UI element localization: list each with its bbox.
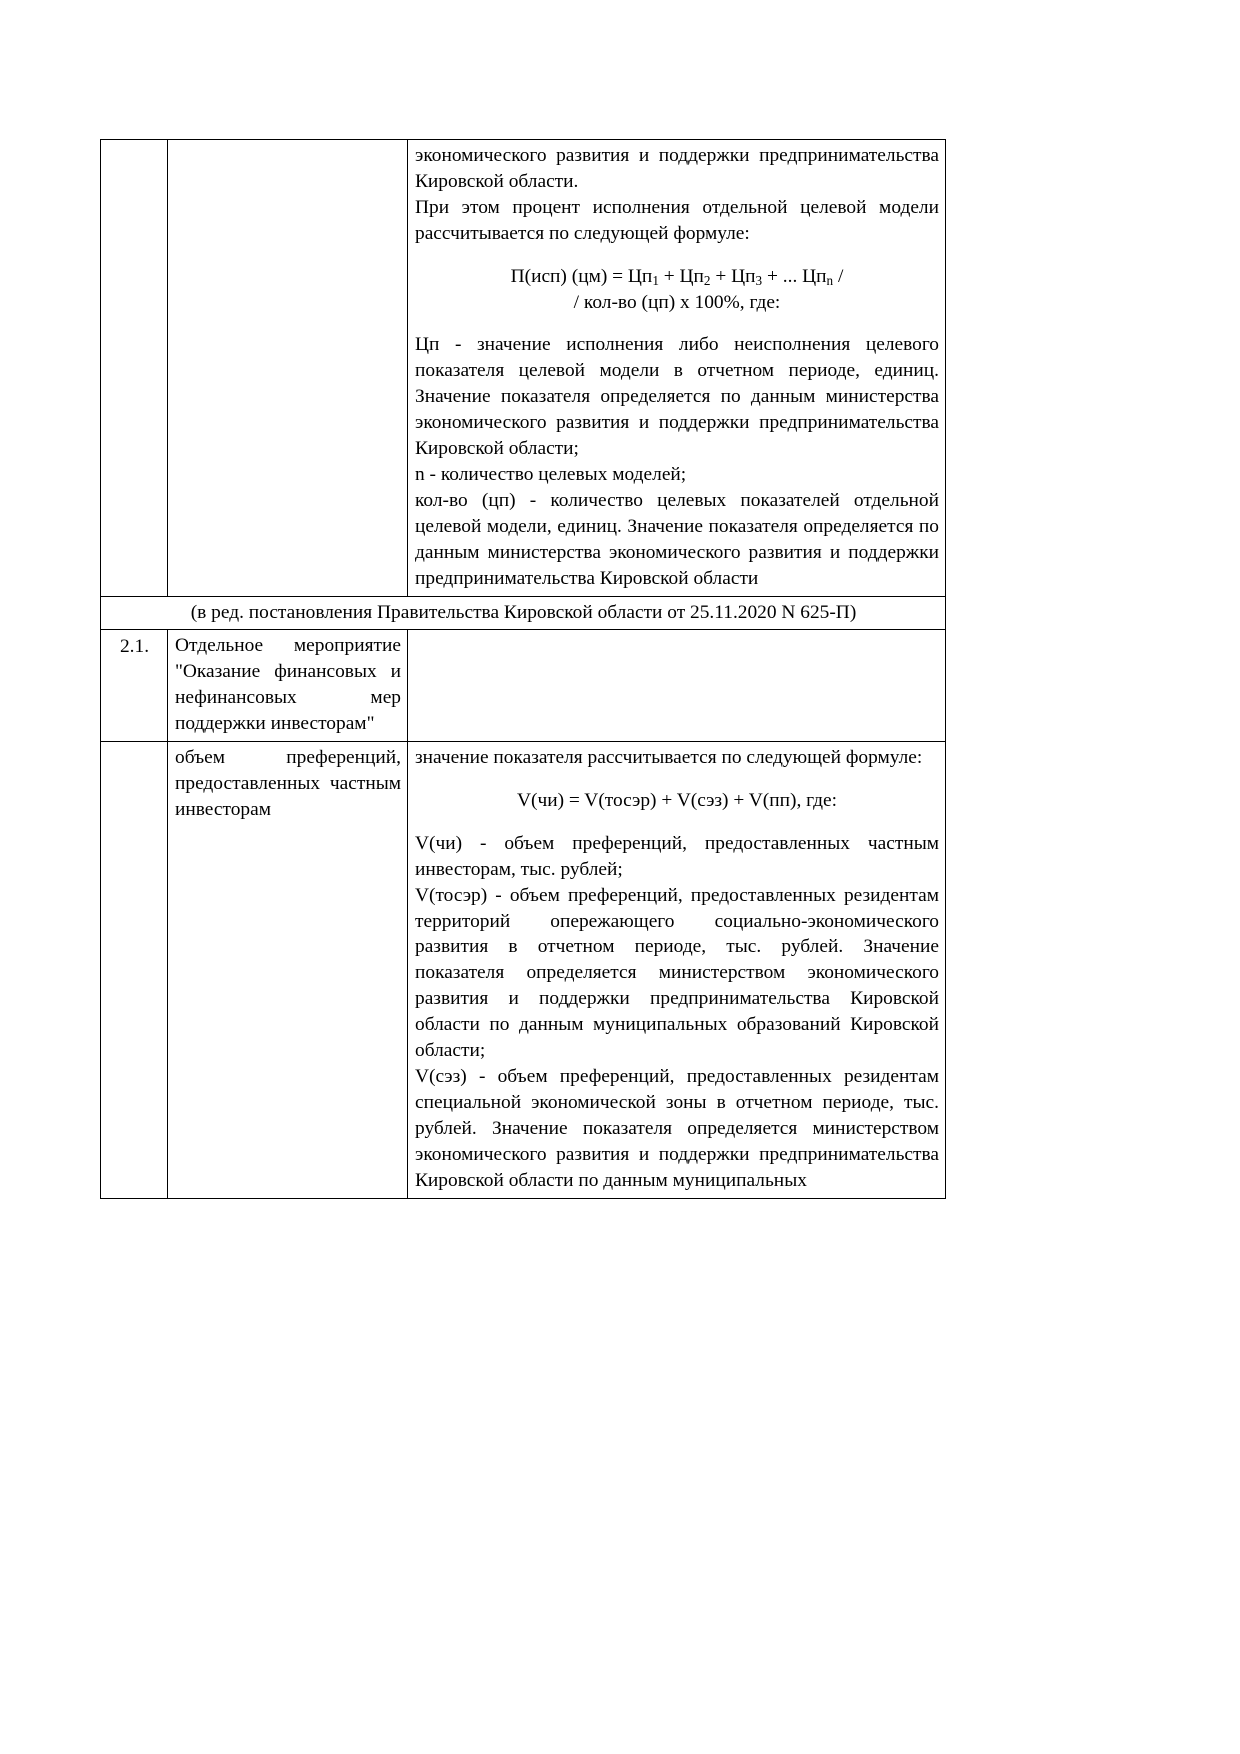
table-row	[101, 140, 946, 597]
row-number-2-1: 2.1.	[101, 630, 168, 742]
spacer	[415, 247, 939, 264]
row-name-cell	[168, 140, 408, 597]
row-description-cell	[408, 140, 946, 597]
table-row	[101, 742, 946, 1199]
formula-part: + ... Цп	[762, 265, 827, 287]
formula-subscript: 1	[652, 272, 659, 288]
formula-subscript: 2	[703, 272, 711, 288]
indicator-name-cell: объем преференций, предоставленных частным инвесторам	[168, 742, 408, 1199]
spacer	[415, 315, 939, 332]
spacer	[415, 814, 939, 831]
formula-part: + Цп	[710, 265, 756, 287]
paragraph-economic-development: экономического развития и поддержки предпринимательства Кировской области.	[415, 145, 939, 192]
row-name-2-1: Отдельное мероприятие "Оказание финансовых и нефинансовых мер поддержки инвесторам"	[168, 630, 408, 742]
spacer	[415, 771, 939, 788]
formula-part: П(исп) (цм) = Цп	[510, 265, 653, 287]
definition-n: n - количество целевых моделей;	[415, 463, 687, 485]
definition-vchi: V(чи) - объем преференций, предоставленных частным инвесторам, тыс. рублей;	[415, 832, 939, 880]
definition-vtoser: V(тосэр) - объем преференций, предоставленных резидентам территорий опережающего социально-экономического развития в отчетном периоде, тыс. рублей. Значение показателя определяется министерством экономического развития и поддержки предпринимательства Кировской области по данным муниципальных образований Кировской области;	[415, 884, 939, 1062]
paragraph-percent-intro: При этом процент исполнения отдельной целевой модели рассчитывается по следующей формуле:	[415, 196, 939, 244]
regulation-table	[100, 139, 946, 1199]
formula-subscript: n	[826, 272, 834, 288]
table-row	[101, 630, 946, 742]
formula-pisp-line1	[415, 264, 939, 290]
formula-pisp-line2: / кол-во (цп) х 100%, где:	[573, 291, 781, 313]
definition-vsez: V(сэз) - объем преференций, предоставленных резидентам специальной экономической зоны в отчетном периоде, тыс. рублей. Значение показателя определяется министерством экономического развития и поддержки предпринимательства Кировской области по данным муниципальных	[415, 1066, 939, 1191]
definition-kolvo-tsp: кол-во (цп) - количество целевых показателей отдельной целевой модели, единиц. Значение показателя определяется по данным министерства экономического развития и поддержки предпринимательства Кировской области	[415, 489, 939, 589]
formula-part: + Цп	[658, 265, 704, 287]
table-row-redaction	[101, 596, 946, 630]
formula-subscript: 3	[755, 272, 763, 288]
row-number-cell	[101, 140, 168, 597]
row-description-2-1	[408, 630, 946, 742]
definition-tsp: Цп - значение исполнения либо неисполнения целевого показателя целевой модели в отчетном периоде, единиц. Значение показателя определяется по данным министерства экономического развития и поддержки предпринимательства Кировской области;	[415, 334, 939, 460]
indicator-description-cell	[408, 742, 946, 1199]
indicator-intro: значение показателя рассчитывается по следующей формуле:	[415, 747, 923, 769]
row-number-cell-empty	[101, 742, 168, 1199]
formula-part: /	[833, 265, 844, 287]
formula-vchi: V(чи) = V(тосэр) + V(сэз) + V(пп), где:	[516, 789, 838, 811]
redaction-note: (в ред. постановления Правительства Кировской области от 25.11.2020 N 625-П)	[101, 596, 946, 630]
